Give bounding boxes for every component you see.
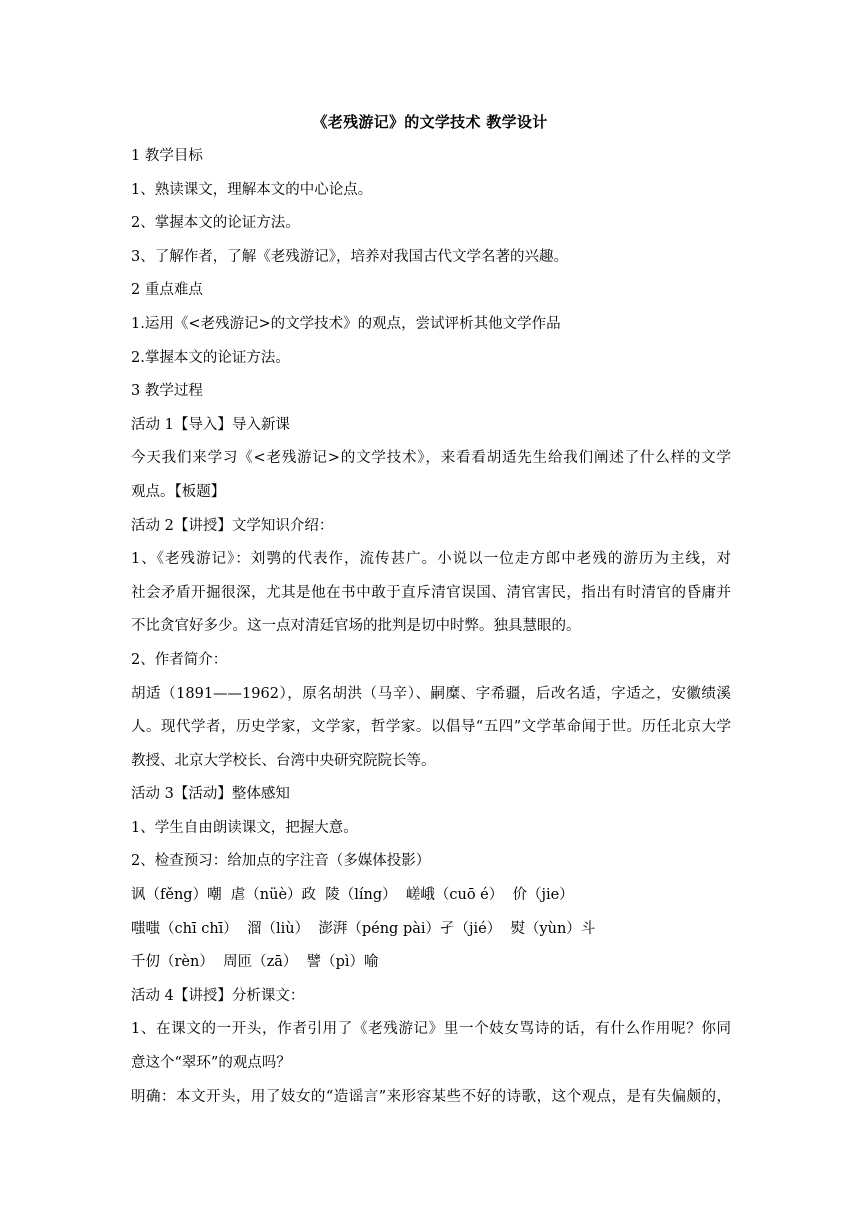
paragraph-line: 意这个“翠环”的观点吗？ <box>131 1055 291 1072</box>
paragraph-line: 社会矛盾开掘很深，尤其是他在书中敢于直斥清官误国、清官害民，指出有时清官的昏庸并 <box>131 584 731 601</box>
pronunciation-line: 讽（fěng）嘲 虐（nüè）政 陵（líng） 嵯峨（cuō é） 价（jie） <box>131 887 574 904</box>
key-point-item: 1.运用《<老残游记>的文学技术》的观点，尝试评析其他文学作品 <box>131 315 561 332</box>
activity-heading: 活动 3【活动】整体感知 <box>131 786 290 803</box>
paragraph-line: 今天我们来学习《<老残游记>的文学技术》，来看看胡适先生给我们阐述了什么样的文学 <box>131 450 731 467</box>
objective-item: 2、掌握本文的论证方法。 <box>131 215 300 232</box>
objective-item: 1、熟读课文，理解本文的中心论点。 <box>131 181 373 198</box>
key-point-item: 2.掌握本文的论证方法。 <box>131 349 290 366</box>
paragraph-line: 胡适（1891——1962），原名胡洪（马辛）、嗣糜、字希疆，后改名适，字适之，安徽绩溪 <box>131 685 731 702</box>
paragraph-line: 1、在课文的一开头，作者引用了《老残游记》里一个妓女骂诗的话，有什么作用呢？你同 <box>131 1021 731 1038</box>
subheading: 2、作者简介： <box>131 651 228 668</box>
list-item: 1、学生自由朗读课文，把握大意。 <box>131 819 358 836</box>
section-heading-process: 3 教学过程 <box>131 383 203 400</box>
document-title: 《老残游记》的文学技术 教学设计 <box>312 113 548 131</box>
paragraph-line: 明确：本文开头，用了妓女的“造谣言”来形容某些不好的诗歌，这个观点，是有失偏颇的， <box>131 1088 731 1105</box>
section-heading-key-points: 2 重点难点 <box>131 282 203 299</box>
pronunciation-line: 嗤嗤（chī chī） 溜（liù） 澎湃（péng pài）孑（jié） 熨（yùn）斗 <box>131 920 596 937</box>
activity-heading: 活动 4【讲授】分析课文： <box>131 987 305 1004</box>
objective-item: 3、了解作者，了解《老残游记》，培养对我国古代文学名著的兴趣。 <box>131 248 568 265</box>
paragraph-line: 1、《老残游记》：刘鹗的代表作，流传甚广。小说以一位走方郎中老残的游历为主线，对 <box>131 551 731 568</box>
activity-heading: 活动 2【讲授】文学知识介绍： <box>131 517 334 534</box>
paragraph-line: 不比贪官好多少。这一点对清廷官场的批判是切中时弊。独具慧眼的。 <box>131 618 581 635</box>
section-heading-objectives: 1 教学目标 <box>131 148 203 164</box>
pronunciation-line: 千仞（rèn） 周匝（zā） 譬（pì）喻 <box>131 954 379 971</box>
list-item: 2、检查预习：给加点的字注音（多媒体投影） <box>131 853 431 870</box>
paragraph-line: 观点。【板题】 <box>131 483 226 500</box>
paragraph-line: 人。现代学者，历史学家，文学家，哲学家。以倡导“五四”文学革命闻于世。历任北京大学 <box>131 719 731 736</box>
activity-heading: 活动 1【导入】导入新课 <box>131 416 290 433</box>
paragraph-line: 教授、北京大学校长、台湾中央研究院院长等。 <box>131 752 436 769</box>
document-body <box>131 140 731 1114</box>
